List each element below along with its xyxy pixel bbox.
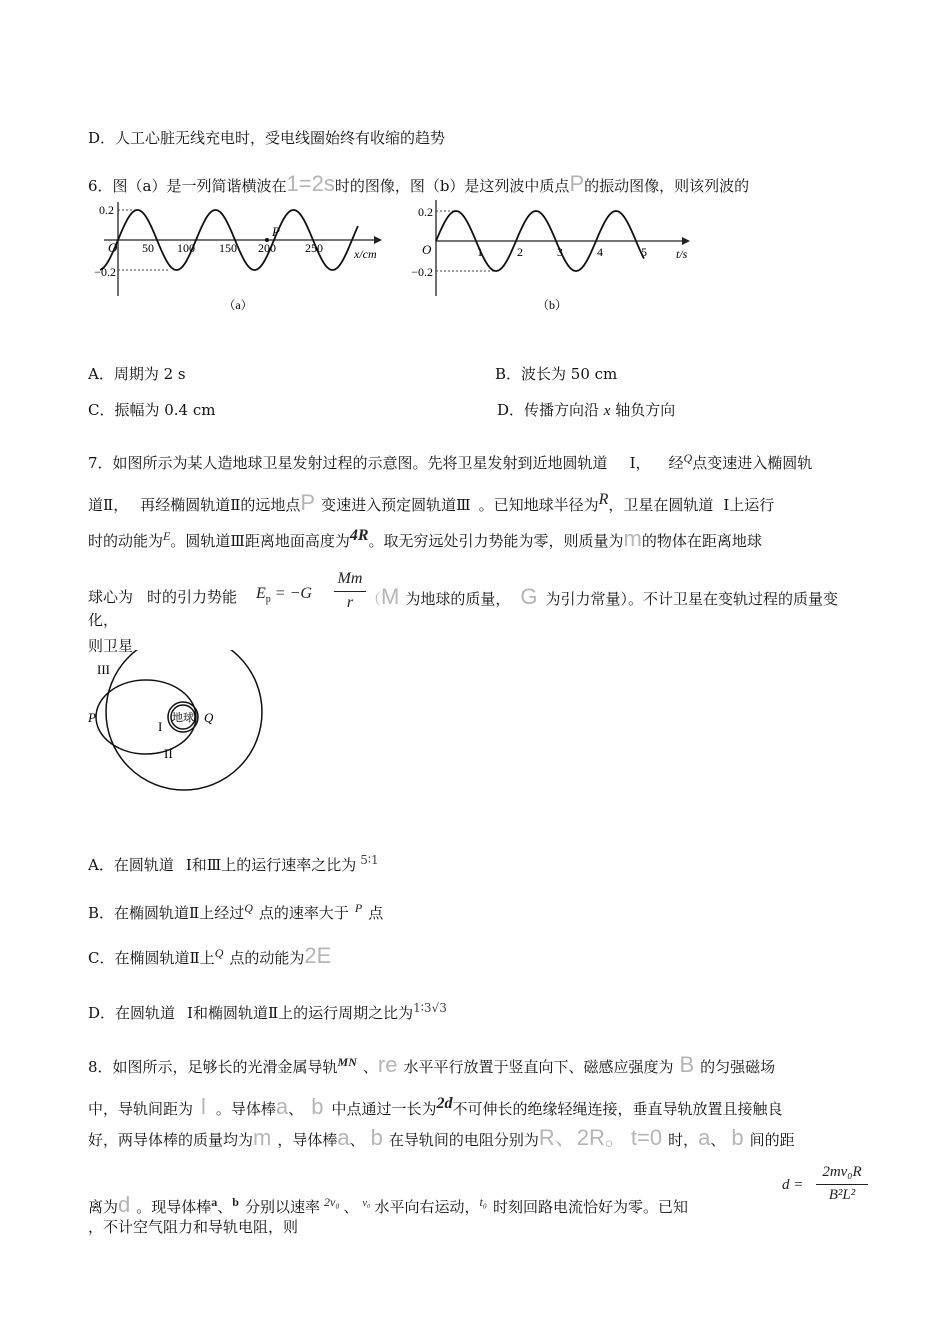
q7-stem-line-5: 化，	[88, 611, 119, 629]
q7-option-c: C．在椭圆轨道Ⅱ上$^Q$ 点的动能为2E	[88, 943, 332, 968]
q7-option-a-ratio: 5∶1	[360, 853, 379, 867]
fig-b-ymin: −0.2	[411, 265, 433, 279]
q6-option-d	[497, 400, 675, 421]
q6-stem-mid: 时的图像，图（b）是这列波中质点	[334, 177, 570, 195]
q8-stem-line-4: 离为d 。现导体棒$^a$、$^b$ 分别以速率 $^{2v_0}$ 、 $^{v_0}$ 水平向右运动，$^{t_0}$ 时刻回路电流恰好为零。已知	[88, 1192, 688, 1217]
q7-option-d-ratio: 1∶3√3	[413, 1001, 447, 1015]
q7-symbol-r: R	[598, 491, 609, 508]
q6-option-a: A．周期为 2 s	[88, 365, 186, 383]
orbit-p-label: P	[88, 710, 96, 725]
q7-option-d: D．在圆轨道 Ⅰ和椭圆轨道Ⅱ上的运行周期之比为$^{1∶3√3}$	[88, 1001, 447, 1022]
q7-stem-line-4: 球心为 时的引力势能	[88, 588, 238, 606]
q5-option-d: D．人工心脏无线充电时，受电线圈始终有收缩的趋势	[88, 129, 446, 147]
q7-stem-line-1: 7．如图所示为某人造地球卫星发射过程的示意图。先将卫星发射到近地圆轨道 Ⅰ， 经$^Q$点变速进入椭圆轨	[88, 451, 813, 472]
fig-a-point-label: P	[272, 224, 280, 239]
q7-stem-line-6: 则卫星	[88, 637, 134, 655]
q6-stem-time: 1=2s	[286, 171, 335, 196]
q7-option-b: B．在椭圆轨道Ⅱ上经过$^Q$ 点的速率大于 $^P$ 点	[88, 901, 384, 922]
q8-stem-line-1: 8．如图所示，足够长的光滑金属导轨$^{MN}$ 、re 水平平行放置于竖直向下、磁感应强度为 B 的匀强磁场	[88, 1052, 776, 1077]
q6-option-d-post: 轴负方向	[610, 401, 676, 419]
q6-stem	[88, 171, 750, 196]
q6-option-b: B．波长为 50 cm	[495, 365, 618, 383]
q7-symbol-m: m	[623, 526, 642, 551]
fig-b-xlabel: t/s	[676, 247, 688, 261]
q6-stem-post: 的振动图像，则该列波的	[584, 177, 750, 195]
q7-stem-line-2: 道Ⅱ， 再经椭圆轨道Ⅱ的远地点P 变速进入预定圆轨道Ⅲ 。已知地球半径为$^R$，卫星在圆轨道 Ⅰ上运行	[88, 490, 775, 515]
fig-a-tick-50: 50	[142, 241, 154, 255]
fig-b-tick-2: 2	[517, 245, 523, 259]
fig-a-tick-150: 150	[219, 241, 237, 255]
q6-option-d-x: x	[603, 403, 611, 419]
fig-b-ymax: 0.2	[418, 205, 433, 219]
q7-symbol-q: Q	[683, 451, 693, 465]
q8-stem-line-2: 中，导轨间距为 l 。导体棒a、 b 中点通过一长为$^{2d}$不可伸长的绝缘轻绳连接，垂直导轨放置且接触良	[88, 1094, 783, 1119]
q7-symbol-4r: 4R	[349, 527, 369, 544]
q7-option-a: A．在圆轨道 Ⅰ和Ⅲ上的运行速率之比为 $^{5∶1}$	[88, 853, 379, 874]
fig-a-ymin: −0.2	[94, 265, 116, 279]
fig-b-tick-3: 3	[557, 245, 563, 259]
q6-stem-point: P	[569, 171, 585, 196]
fig-a-tick-100: 100	[177, 241, 195, 255]
orbit-i-label: I	[158, 719, 163, 734]
q6-figure-a	[86, 196, 386, 321]
fig-b-tick-1: 1	[477, 245, 483, 259]
q8-stem-line-5: ，不计空气阻力和导轨电阻，则	[88, 1218, 299, 1236]
q7-symbol-mass: M	[381, 584, 400, 609]
q7-orbit-figure	[86, 650, 276, 816]
q6-option-d-pre: D．传播方向沿	[497, 401, 604, 419]
fig-b-caption: （b）	[536, 298, 568, 312]
fig-b-origin: O	[422, 242, 432, 257]
fig-a-caption: （a）	[223, 298, 253, 312]
q6-figure-b	[400, 196, 700, 321]
fig-a-xlabel: x/cm	[354, 247, 377, 261]
q7-symbol-g: G	[520, 584, 538, 609]
fig-b-tick-5: 5	[641, 245, 647, 259]
fig-b-tick-4: 4	[597, 245, 603, 259]
fig-a-x-arrow	[374, 236, 382, 244]
q7-symbol-p: P	[300, 490, 316, 515]
q7-stem-line-4-b: （M 为地球的质量， G 为引力常量）。不计卫星在变轨过程的质量变	[366, 584, 838, 609]
fig-a-tick-250: 250	[305, 241, 323, 255]
orbit-ii-label: II	[164, 746, 173, 761]
orbit-q-label: Q	[204, 710, 214, 725]
fig-a-tick-200: 200	[258, 241, 276, 255]
fig-b-x-arrow	[682, 237, 690, 245]
earth-label: 地球	[172, 712, 194, 724]
q7-stem-line-3: 时的动能为$^E$。圆轨道Ⅲ距离地面高度为$^{4R}$。取无穷远处引力势能为零，则质量为m的物体在距离地球	[88, 526, 762, 551]
orbit-iii-label: III	[97, 662, 110, 677]
q6-stem-pre: 6．图（a）是一列简谐横波在	[88, 177, 287, 195]
q6-option-c: C．振幅为 0.4 cm	[88, 401, 216, 419]
fig-a-ymax: 0.2	[99, 203, 114, 217]
q8-stem-line-3: 好，两导体棒的质量均为m ，导体棒a、 b 在导轨间的电阻分别为R、2R。 t=0 时，a、 b 间的距	[88, 1125, 795, 1150]
q7-symbol-e: E	[163, 529, 171, 543]
fig-a-origin: O	[108, 240, 118, 255]
